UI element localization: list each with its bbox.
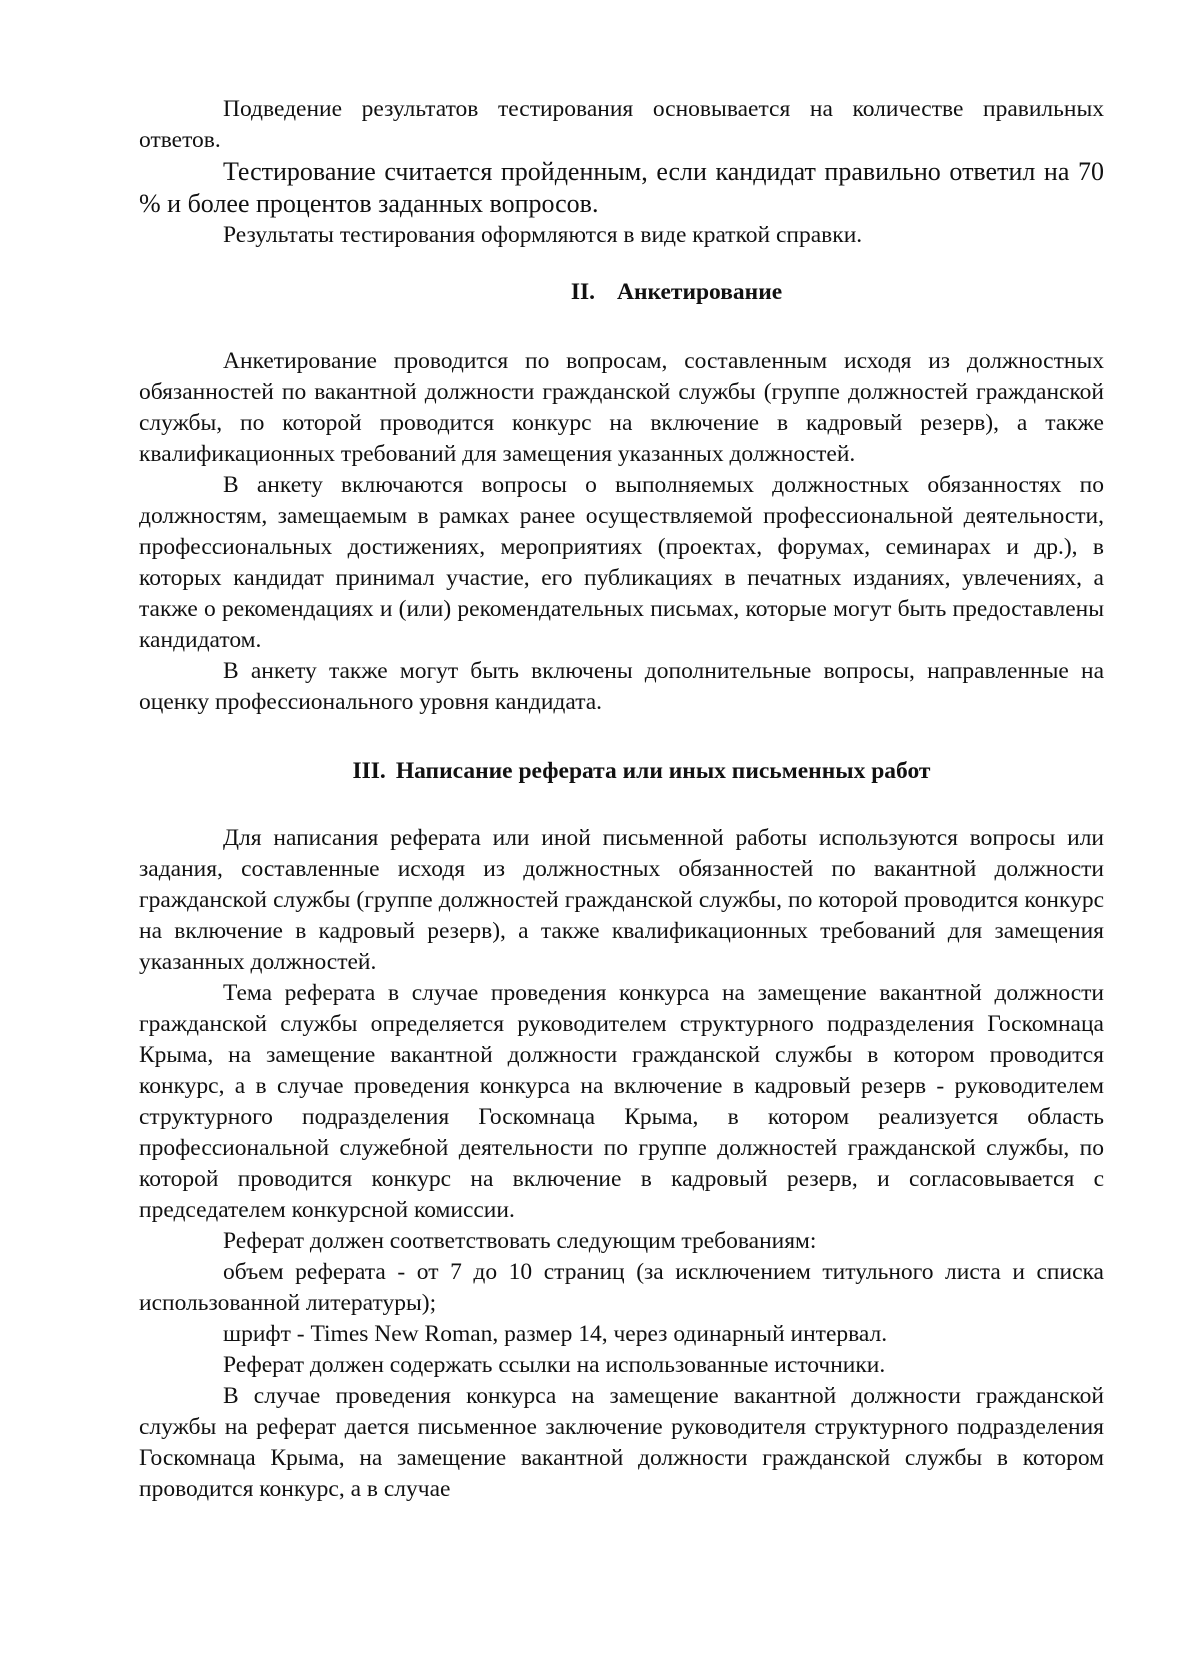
- section-title: Анкетирование: [617, 279, 783, 305]
- section-number: III.: [352, 758, 386, 784]
- essay-paragraph-5: шрифт - Times New Roman, размер 14, через одинарный интервал.: [223, 1321, 888, 1347]
- section-heading-essay: [139, 756, 1104, 787]
- section-number: II.: [570, 279, 595, 305]
- essay-paragraph-6: Реферат должен содержать ссылки на использованные источники.: [223, 1352, 886, 1378]
- intro-paragraph-2: Тестирование считается пройденным, если кандидат правильно ответил на 70 % и более процентов заданных вопросов.: [139, 157, 1104, 218]
- essay-paragraph-1: Для написания реферата или иной письменной работы используются вопросы или задания, составленные исходя из должностных обязанностей по вакантной должности гражданской службы (группе должностей гражданской службы, по которой проводится конкурс на включение в кадровый резерв), а также квалификационных требований для замещения указанных должностей.: [139, 825, 1104, 975]
- essay-paragraph-3: Реферат должен соответствовать следующим требованиям:: [223, 1228, 817, 1254]
- section-heading-questionnaire: [139, 277, 1104, 308]
- essay-paragraph-7: В случае проведения конкурса на замещение вакантной должности гражданской службы на реферат дается письменное заключение руководителя структурного подразделения Госкомнаца Крыма, на замещение вакантной должности гражданской службы в котором проводится конкурс, а в случае: [139, 1383, 1104, 1502]
- intro-paragraph-3: Результаты тестирования оформляются в виде краткой справки.: [223, 222, 863, 248]
- questionnaire-paragraph-2: В анкету включаются вопросы о выполняемых должностных обязанностях по должностям, замещаемым в рамках ранее осуществляемой профессиональной деятельности, профессиональных достижениях, мероприятиях (проектах, форумах, семинарах и др.), в которых кандидат принимал участие, его публикациях в печатных изданиях, увлечениях, а также о рекомендациях и (или) рекомендательных письмах, которые могут быть предоставлены кандидатом.: [139, 472, 1104, 653]
- essay-paragraph-4: объем реферата - от 7 до 10 страниц (за исключением титульного листа и списка использованной литературы);: [139, 1259, 1104, 1316]
- essay-paragraph-2: Тема реферата в случае проведения конкурса на замещение вакантной должности гражданской службы определяется руководителем структурного подразделения Госкомнаца Крыма, на замещение вакантной должности гражданской службы в котором проводится конкурс, а в случае проведения конкурса на включение в кадровый резерв - руководителем структурного подразделения Госкомнаца Крыма, в котором реализуется область профессиональной служебной деятельности по группе должностей гражданской службы, по которой проводится конкурс на включение в кадровый резерв, и согласовывается с председателем конкурсной комиссии.: [139, 980, 1104, 1223]
- section-title: Написание реферата или иных письменных работ: [395, 758, 931, 784]
- intro-paragraph-1: Подведение результатов тестирования основывается на количестве правильных ответов.: [139, 96, 1104, 153]
- document-body: [139, 94, 1104, 1505]
- questionnaire-paragraph-3: В анкету также могут быть включены дополнительные вопросы, направленные на оценку профессионального уровня кандидата.: [139, 658, 1104, 715]
- questionnaire-paragraph-1: Анкетирование проводится по вопросам, составленным исходя из должностных обязанностей по вакантной должности гражданской службы (группе должностей гражданской службы, по которой проводится конкурс на включение в кадровый резерв), а также квалификационных требований для замещения указанных должностей.: [139, 348, 1104, 467]
